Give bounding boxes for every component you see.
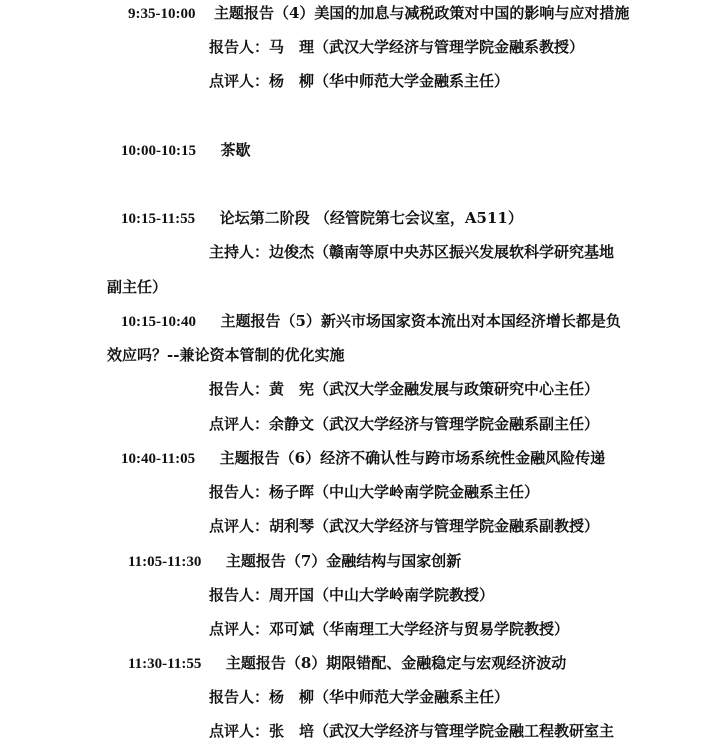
agenda-line-tea-break bbox=[121, 140, 250, 161]
reporter-line: 报告人：马 理（武汉大学经济与管理学院金融系教授） bbox=[209, 38, 585, 56]
session-title: 主题报告（8）期限错配、金融稳定与宏观经济波动 bbox=[225, 654, 567, 672]
agenda-line-talk5 bbox=[121, 311, 621, 332]
session-title: 茶歇 bbox=[220, 141, 251, 159]
agenda-line-forum2 bbox=[121, 208, 523, 229]
time-slot: 9:35-10:00 bbox=[128, 6, 196, 22]
reporter-line: 报告人：杨子晖（中山大学岭南学院金融系主任） bbox=[209, 483, 540, 501]
agenda-line-talk6 bbox=[121, 448, 605, 469]
reviewer-line: 点评人：胡利琴（武汉大学经济与管理学院金融系副教授） bbox=[209, 517, 600, 535]
agenda-line-talk8 bbox=[128, 653, 566, 674]
session-title: 主题报告（6）经济不确认性与跨市场系统性金融风险传递 bbox=[219, 449, 606, 467]
agenda-line-talk4 bbox=[128, 3, 629, 24]
reviewer-line: 点评人：邓可斌（华南理工大学经济与贸易学院教授） bbox=[209, 620, 570, 638]
host-line: 主持人：边俊杰（赣南等原中央苏区振兴发展软科学研究基地 bbox=[209, 243, 615, 261]
time-slot: 10:40-11:05 bbox=[121, 451, 196, 467]
agenda-line-talk7 bbox=[128, 551, 461, 572]
reporter-line: 报告人：杨 柳（华中师范大学金融系主任） bbox=[209, 688, 510, 706]
session-title: 论坛第二阶段 （经管院第七会议室，A511） bbox=[219, 209, 523, 227]
time-slot: 10:00-10:15 bbox=[121, 143, 196, 159]
reviewer-line: 点评人：张 培（武汉大学经济与管理学院金融工程教研室主 bbox=[209, 722, 615, 740]
session-title-continued: 效应吗？--兼论资本管制的优化实施 bbox=[107, 346, 345, 364]
session-title: 主题报告（7）金融结构与国家创新 bbox=[225, 552, 462, 570]
reviewer-line: 点评人：余静文（武汉大学经济与管理学院金融系副主任） bbox=[209, 415, 600, 433]
session-title: 主题报告（4）美国的加息与减税政策对中国的影响与应对措施 bbox=[213, 4, 630, 22]
reporter-line: 报告人：黄 宪（武汉大学金融发展与政策研究中心主任） bbox=[209, 380, 600, 398]
reporter-line: 报告人：周开国（中山大学岭南学院教授） bbox=[209, 586, 495, 604]
time-slot: 11:05-11:30 bbox=[128, 554, 202, 570]
reviewer-line: 点评人：杨 柳（华中师范大学金融系主任） bbox=[209, 72, 510, 90]
time-slot: 11:30-11:55 bbox=[128, 656, 202, 672]
time-slot: 10:15-10:40 bbox=[121, 314, 196, 330]
session-title: 主题报告（5）新兴市场国家资本流出对本国经济增长都是负 bbox=[220, 312, 621, 330]
host-line-continued: 副主任） bbox=[107, 278, 168, 296]
time-slot: 10:15-11:55 bbox=[121, 211, 196, 227]
